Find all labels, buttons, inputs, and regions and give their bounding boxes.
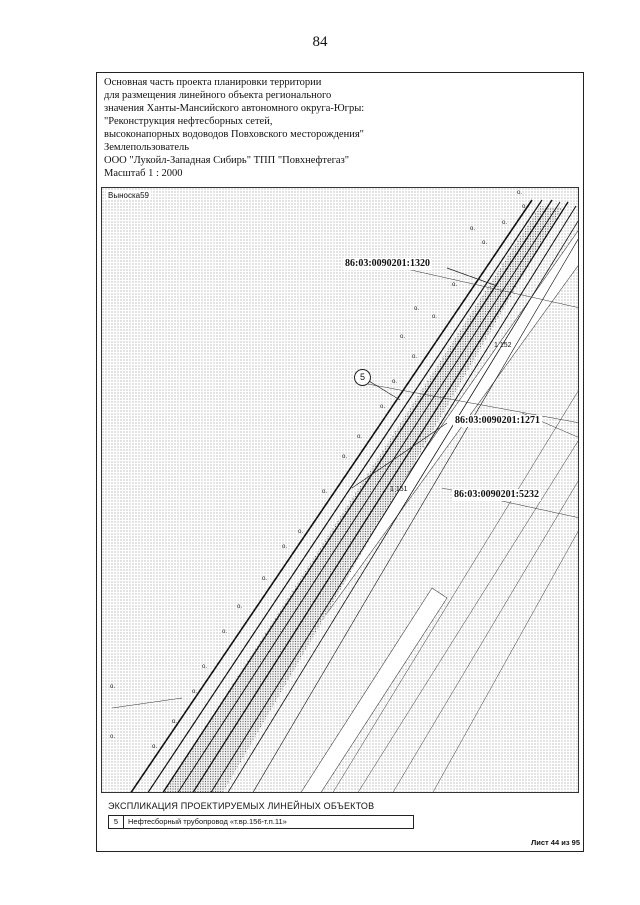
header-line: значения Ханты-Мансийского автономного округа-Югры: — [104, 103, 365, 114]
svg-text:o.: o. — [342, 454, 348, 460]
svg-text:o.: o. — [222, 629, 228, 635]
svg-text:o.: o. — [482, 240, 488, 246]
map-area — [101, 187, 579, 793]
svg-text:o.: o. — [502, 220, 508, 226]
header-block — [104, 76, 424, 180]
header-line: для размещения линейного объекта регионального — [104, 90, 332, 101]
point-label: 1 151 — [390, 486, 408, 493]
header-line: Землепользователь — [104, 142, 190, 153]
svg-text:o.: o. — [400, 334, 406, 340]
svg-text:o.: o. — [357, 434, 363, 440]
svg-text:o.: o. — [110, 684, 116, 690]
svg-text:o.: o. — [522, 204, 528, 210]
svg-text:o.: o. — [262, 576, 268, 582]
header-line: высоконапорных водоводов Повховского месторождения" — [104, 129, 364, 140]
parcel-label-1320: 86:03:0090201:1320 — [345, 258, 430, 269]
explication-title: ЭКСПЛИКАЦИЯ ПРОЕКТИРУЕМЫХ ЛИНЕЙНЫХ ОБЪЕКТОВ — [108, 801, 375, 811]
svg-text:o.: o. — [412, 354, 418, 360]
legend-table — [108, 815, 414, 829]
svg-text:o.: o. — [322, 489, 328, 495]
svg-text:o.: o. — [110, 734, 116, 740]
header-line: Основная часть проекта планировки территории — [104, 77, 322, 88]
svg-text:o.: o. — [470, 226, 476, 232]
header-line: Масштаб 1 : 2000 — [104, 168, 183, 179]
svg-text:o.: o. — [282, 544, 288, 550]
svg-text:o.: o. — [380, 404, 386, 410]
legend-text: Нефтесборный трубопровод «т.вр.156-т.п.11» — [128, 817, 287, 826]
page-number: 84 — [312, 34, 328, 50]
object-marker: 5 — [354, 369, 371, 386]
svg-text:o.: o. — [202, 664, 208, 670]
svg-text:o.: o. — [298, 529, 304, 535]
parcel-label-1271: 86:03:0090201:1271 — [455, 415, 540, 426]
header-line: ООО "Лукойл-Западная Сибирь" ТПП "Повхнефтегаз" — [104, 155, 350, 166]
parcel-label-5232: 86:03:0090201:5232 — [454, 489, 539, 500]
svg-text:o.: o. — [432, 314, 438, 320]
svg-text:o.: o. — [392, 379, 398, 385]
point-label: 1 152 — [494, 342, 512, 349]
svg-text:o.: o. — [452, 282, 458, 288]
svg-text:o.: o. — [192, 689, 198, 695]
header-line: "Реконструкция нефтесборных сетей, — [104, 116, 273, 127]
svg-text:o.: o. — [172, 719, 178, 725]
sheet-label: Лист 44 из 95 — [531, 838, 580, 847]
svg-text:o.: o. — [237, 604, 243, 610]
legend-number: 5 — [109, 816, 124, 828]
svg-text:o.: o. — [517, 190, 523, 196]
svg-text:o.: o. — [414, 306, 420, 312]
svg-text:o.: o. — [152, 744, 158, 750]
inset-label: Выноска59 — [108, 191, 149, 200]
